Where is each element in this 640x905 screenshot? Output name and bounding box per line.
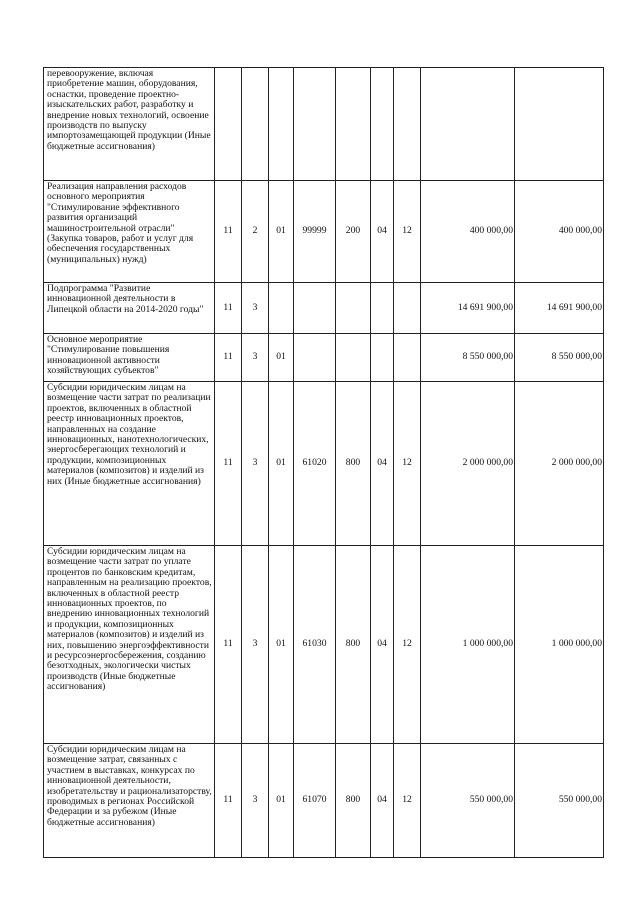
subprogram-code: 3	[242, 334, 269, 382]
amount-2: 1 000 000,00	[515, 546, 604, 744]
program-code: 11	[215, 382, 242, 546]
activity-code	[269, 283, 294, 334]
expense-type-code: 800	[336, 546, 371, 744]
activity-code: 01	[269, 181, 294, 283]
amount-1: 2 000 000,00	[421, 382, 515, 546]
amount-2: 14 691 900,00	[515, 283, 604, 334]
table-row	[44, 181, 604, 283]
direction-code: 61020	[294, 382, 336, 546]
amount-2: 550 000,00	[515, 744, 604, 858]
expense-type-code: 800	[336, 382, 371, 546]
subsection-code: 12	[394, 546, 421, 744]
subsection-code	[394, 283, 421, 334]
subsection-code: 12	[394, 382, 421, 546]
table-row	[44, 744, 604, 858]
amount-1: 14 691 900,00	[421, 283, 515, 334]
subsection-code	[394, 334, 421, 382]
section-code	[371, 68, 394, 181]
direction-code: 99999	[294, 181, 336, 283]
activity-code: 01	[269, 382, 294, 546]
amount-2: 8 550 000,00	[515, 334, 604, 382]
section-code	[371, 283, 394, 334]
amount-1	[421, 68, 515, 181]
expense-type-code	[336, 334, 371, 382]
amount-1: 8 550 000,00	[421, 334, 515, 382]
subprogram-code: 3	[242, 283, 269, 334]
activity-code: 01	[269, 334, 294, 382]
section-code: 04	[371, 744, 394, 858]
amount-2: 2 000 000,00	[515, 382, 604, 546]
section-code	[371, 334, 394, 382]
expense-type-code: 200	[336, 181, 371, 283]
direction-code	[294, 283, 336, 334]
program-code: 11	[215, 334, 242, 382]
amount-1: 400 000,00	[421, 181, 515, 283]
section-code: 04	[371, 181, 394, 283]
direction-code: 61030	[294, 546, 336, 744]
subprogram-code	[242, 68, 269, 181]
program-code: 11	[215, 181, 242, 283]
amount-1: 1 000 000,00	[421, 546, 515, 744]
row-description: перевооружение, включая приобретение машин, оборудования, оснастки, проведение проектно-изыскательских работ, разработку и внедрение новых технологий, освоение производств по выпуску импортозамещающей продукции (Иные бюджетные ассигнования)	[44, 68, 215, 181]
subsection-code	[394, 68, 421, 181]
row-description: Подпрограмма "Развитие инновационной деятельности в Липецкой области на 2014-2020 годы"	[44, 283, 215, 334]
table-row	[44, 546, 604, 744]
direction-code	[294, 68, 336, 181]
activity-code: 01	[269, 744, 294, 858]
activity-code	[269, 68, 294, 181]
activity-code: 01	[269, 546, 294, 744]
row-description: Субсидии юридическим лицам на возмещение затрат, связанных с участием в выставках, конкурсах по инновационной деятельности, изобретательству и рационализаторству, проводимых в регионах Российской Федерации и за рубежом (Иные бюджетные ассигнования)	[44, 744, 215, 858]
table-row	[44, 382, 604, 546]
expense-type-code	[336, 283, 371, 334]
expense-type-code	[336, 68, 371, 181]
subprogram-code: 3	[242, 546, 269, 744]
row-description: Реализация направления расходов основного мероприятия "Стимулирование эффективного развития организаций машиностроительной отрасли" (Закупка товаров, работ и услуг для обеспечения государственных (муниципальных) нужд)	[44, 181, 215, 283]
row-description: Субсидии юридическим лицам на возмещение части затрат по реализации проектов, включенных в областной реестр инновационных проектов, направленных на создание инновационных, нанотехнологических, энергосберегающих технологий и продукции, композиционных материалов (композитов) и изделий из них (Иные бюджетные ассигнования)	[44, 382, 215, 546]
program-code: 11	[215, 744, 242, 858]
program-code: 11	[215, 546, 242, 744]
amount-2: 400 000,00	[515, 181, 604, 283]
table-row	[44, 68, 604, 181]
subprogram-code: 3	[242, 744, 269, 858]
direction-code: 61070	[294, 744, 336, 858]
amount-1: 550 000,00	[421, 744, 515, 858]
expense-type-code: 800	[336, 744, 371, 858]
table-row	[44, 334, 604, 382]
row-description: Субсидии юридическим лицам на возмещение части затрат по уплате процентов по банковским кредитам, направленным на реализацию проектов, включенных в областной реестр инновационных проектов, по внедрению инновационных технологий и продукции, композиционных материалов (композитов) и изделий из них, повышению энергоэффективности и ресурсоэнергосбережения, созданию безотходных, экологически чистых производств (Иные бюджетные ассигнования)	[44, 546, 215, 744]
direction-code	[294, 334, 336, 382]
budget-table	[43, 67, 604, 858]
subsection-code: 12	[394, 744, 421, 858]
subprogram-code: 2	[242, 181, 269, 283]
subsection-code: 12	[394, 181, 421, 283]
amount-2	[515, 68, 604, 181]
program-code	[215, 68, 242, 181]
program-code: 11	[215, 283, 242, 334]
section-code: 04	[371, 546, 394, 744]
section-code: 04	[371, 382, 394, 546]
row-description: Основное мероприятие "Стимулирование повышения инновационной активности хозяйствующих субъектов"	[44, 334, 215, 382]
table-row	[44, 283, 604, 334]
subprogram-code: 3	[242, 382, 269, 546]
